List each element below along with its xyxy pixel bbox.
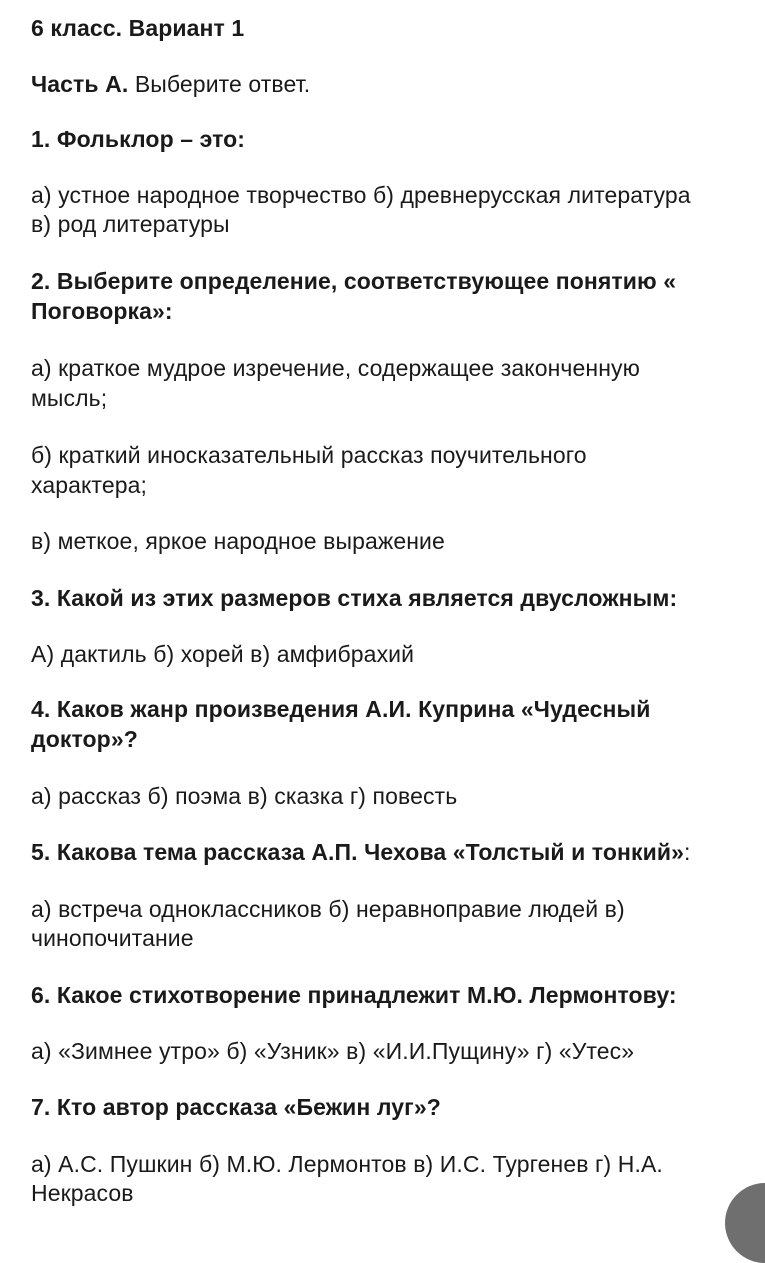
- answer-line: А) дактиль б) хорей в) амфибрахий: [31, 641, 415, 667]
- question-5-text: 5. Какова тема рассказа А.П. Чехова «Толстый и тонкий»: [31, 839, 684, 865]
- part-instruction: Выберите ответ.: [128, 71, 311, 97]
- question-6: 6. Какое стихотворение принадлежит М.Ю. Лермонтову:: [31, 982, 677, 1008]
- answer-line: а) «Зимнее утро» б) «Узник» в) «И.И.Пущину» г) «Утес»: [31, 1038, 635, 1064]
- question-1: 1. Фольклор – это:: [31, 126, 246, 152]
- answer-line: а) краткое мудрое изречение, содержащее законченную: [31, 355, 640, 381]
- question-2-line-1: 2. Выберите определение, соответствующее понятию «: [31, 268, 677, 294]
- floating-button-edge[interactable]: [725, 1183, 765, 1263]
- answer-line: в) род литературы: [31, 211, 230, 237]
- worksheet-title: 6 класс. Вариант 1: [31, 15, 245, 41]
- answer-line: чинопочитание: [31, 925, 194, 951]
- question-3: 3. Какой из этих размеров стиха является двусложным:: [31, 585, 678, 611]
- question-4-line-1: 4. Каков жанр произведения А.И. Куприна «Чудесный: [31, 696, 651, 722]
- answer-line: а) встреча одноклассников б) неравноправие людей в): [31, 896, 625, 922]
- answer-line: в) меткое, яркое народное выражение: [31, 528, 445, 554]
- part-heading: [31, 69, 310, 100]
- question-5-colon: :: [683, 839, 691, 865]
- answer-line: характера;: [31, 472, 147, 498]
- answer-line: а) рассказ б) поэма в) сказка г) повесть: [31, 783, 458, 809]
- question-5: [31, 837, 690, 868]
- part-label: Часть А.: [31, 71, 129, 97]
- question-4-line-2: доктор»?: [31, 726, 138, 752]
- question-7: 7. Кто автор рассказа «Бежин луг»?: [31, 1094, 441, 1120]
- answer-line: Некрасов: [31, 1180, 134, 1206]
- answer-line: а) устное народное творчество б) древнерусская литература: [31, 182, 691, 208]
- answer-line: б) краткий иносказательный рассказ поучительного: [31, 442, 587, 468]
- answer-line: мысль;: [31, 385, 108, 411]
- answer-line: а) А.С. Пушкин б) М.Ю. Лермонтов в) И.С. Тургенев г) Н.А.: [31, 1151, 663, 1177]
- question-2-line-2: Поговорка»:: [31, 298, 173, 324]
